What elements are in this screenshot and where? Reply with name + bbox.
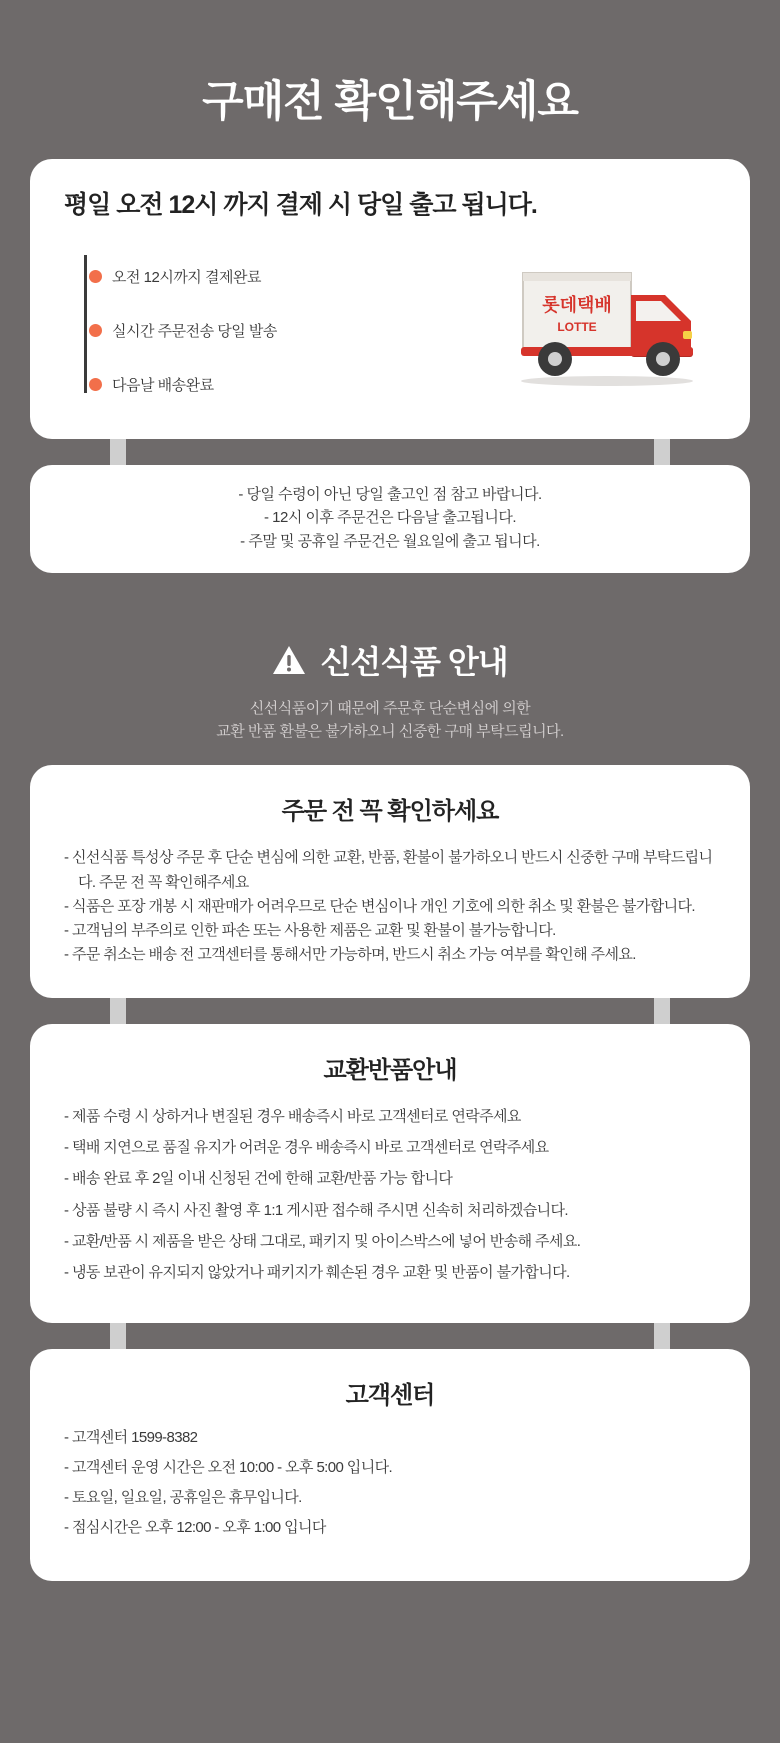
exchange-return-title: 교환반품안내 <box>323 1056 457 1084</box>
before-order-list <box>64 846 716 967</box>
shipping-note: - 12시 이후 주문건은 다음날 출고됩니다. <box>263 509 517 527</box>
list-item: - 고객센터 운영 시간은 오전 10:00 - 오후 5:00 입니다. <box>64 1458 393 1476</box>
shipping-card <box>30 159 750 439</box>
list-item: - 배송 완료 후 2일 이내 신청된 건에 한해 교환/반품 가능 합니다 <box>64 1170 453 1188</box>
list-item: - 신선식품 특성상 주문 후 단순 변심에 의한 교환, 반품, 환불이 불가하오니 반드시 신중한 구매 부탁드립니다. 주문 전 꼭 확인해주세요 <box>64 849 713 891</box>
timeline-dot-icon <box>89 270 102 283</box>
shipping-note: - 당일 수령이 아닌 당일 출고인 점 참고 바랍니다. <box>238 486 542 503</box>
before-order-card <box>30 765 750 997</box>
fresh-subtitle-line1: 신선식품이기 때문에 주문후 단순변심에 의한 <box>249 699 531 717</box>
truck-brand-label: 롯데택배 <box>542 295 612 315</box>
warning-icon <box>272 643 306 677</box>
list-item: - 고객센터 1599-8382 <box>64 1428 198 1446</box>
timeline-step <box>74 303 277 357</box>
fresh-food-section <box>0 573 780 766</box>
shipping-heading: 평일 오전 12시 까지 결제 시 당일 출고 됩니다. <box>64 191 537 219</box>
list-item: - 냉동 보관이 유지되지 않았거나 패키지가 훼손된 경우 교환 및 반품이 불가합니다. <box>64 1264 570 1282</box>
truck-subbrand-label: LOTTE <box>557 320 597 334</box>
delivery-truck-icon <box>495 251 710 396</box>
card-connector <box>0 998 780 1024</box>
list-item: - 교환/반품 시 제품을 받은 상태 그대로, 패키지 및 아이스박스에 넣어 반송해 주세요. <box>64 1232 581 1250</box>
customer-center-list <box>64 1426 716 1541</box>
shipping-notes-card <box>30 465 750 573</box>
card-connector <box>0 1323 780 1349</box>
customer-center-card <box>30 1349 750 1581</box>
before-order-title: 주문 전 꼭 확인하세요 <box>281 798 499 826</box>
timeline-step-label: 실시간 주문전송 당일 발송 <box>112 322 277 340</box>
list-item: - 고객님의 부주의로 인한 파손 또는 사용한 제품은 교환 및 환불이 불가능합니다. <box>64 922 556 940</box>
list-item: - 식품은 포장 개봉 시 재판매가 어려우므로 단순 변심이나 개인 기호에 의한 취소 및 환불은 불가합니다. <box>64 897 695 915</box>
page-title: 구매전 확인해주세요 <box>202 78 578 126</box>
timeline-dot-icon <box>89 378 102 391</box>
exchange-return-list <box>64 1105 716 1286</box>
list-item: - 상품 불량 시 즉시 사진 촬영 후 1:1 게시판 접수해 주시면 신속히 처리하겠습니다. <box>64 1201 568 1219</box>
list-item: - 택배 지연으로 품질 유지가 어려운 경우 배송즉시 바로 고객센터로 연락주세요 <box>64 1139 549 1157</box>
shipping-timeline <box>64 243 277 411</box>
list-item: - 제품 수령 시 상하거나 변질된 경우 배송즉시 바로 고객센터로 연락주세요 <box>64 1107 521 1125</box>
fresh-subtitle <box>0 697 780 744</box>
card-connector <box>0 439 780 465</box>
fresh-title: 신선식품 안내 <box>320 643 508 680</box>
list-item: - 점심시간은 오후 12:00 - 오후 1:00 입니다 <box>64 1519 326 1537</box>
exchange-return-card <box>30 1024 750 1323</box>
list-item: - 주문 취소는 배송 전 고객센터를 통해서만 가능하며, 반드시 취소 가능 여부를 확인해 주세요. <box>64 946 636 964</box>
list-item: - 토요일, 일요일, 공휴일은 휴무입니다. <box>64 1489 302 1507</box>
shipping-note: - 주말 및 공휴일 주문건은 월요일에 출고 됩니다. <box>240 532 540 550</box>
customer-center-title: 고객센터 <box>345 1381 435 1409</box>
fresh-subtitle-line2: 교환 반품 환불은 불가하오니 신중한 구매 부탁드립니다. <box>216 723 564 740</box>
timeline-step <box>74 357 277 411</box>
timeline-step-label: 오전 12시까지 결제완료 <box>112 268 261 286</box>
timeline-dot-icon <box>89 324 102 337</box>
timeline-step-label: 다음날 배송완료 <box>112 376 214 394</box>
timeline-step <box>74 249 277 303</box>
fresh-title-row <box>0 637 780 683</box>
